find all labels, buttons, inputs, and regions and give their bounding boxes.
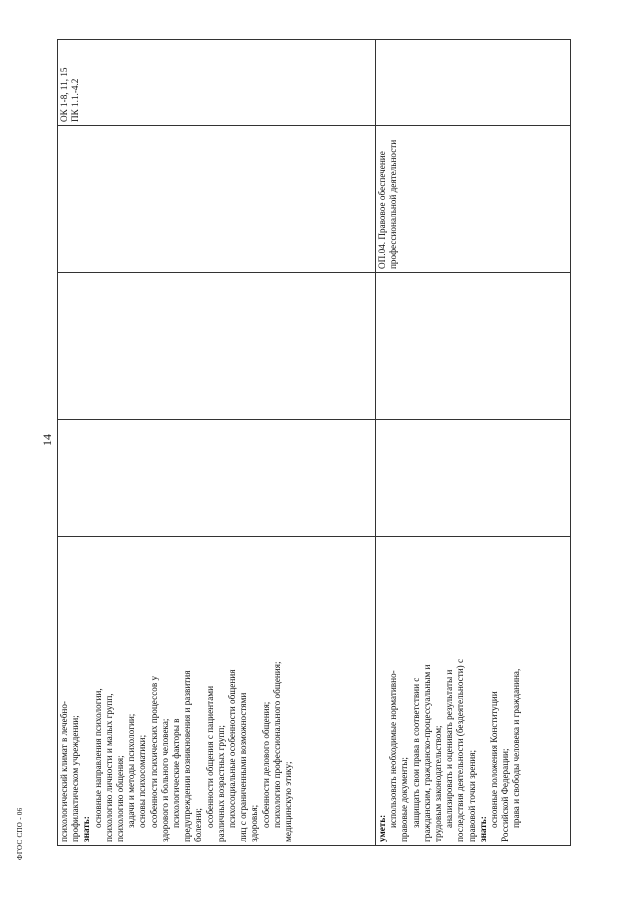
text-line: последствия деятельности (бездеятельности) с [455, 658, 466, 842]
text-line: задачи и методы психологии; [126, 713, 137, 828]
text-line: различных возрастных групп; [215, 725, 226, 842]
text-line: особенности общения с пациентами [204, 686, 215, 828]
text-line: лиц с ограниченными возможностями [238, 692, 249, 842]
text-line: защищать свои права в соответствии с [410, 677, 421, 828]
text-line: гражданским, гражданско-процессуальным и [421, 664, 432, 842]
text-line: основные положения Конституции [489, 691, 500, 828]
text-line: правовые документы; [399, 757, 410, 842]
text-line: психологический климат в лечебно- [59, 701, 69, 842]
knowledge-skills-cell [376, 537, 571, 846]
table-row [376, 40, 571, 846]
text-line: основы психосоматики; [137, 734, 148, 828]
text-line: анализировать и оценивать результаты и [444, 669, 455, 828]
discipline-cell: ОП.04. Правовое обеспечение профессиональной деятельности [376, 126, 571, 273]
curriculum-table [57, 39, 571, 846]
text-line: правовой точки зрения; [466, 750, 477, 842]
empty-cell [376, 420, 571, 537]
text-line: здоровья; [249, 804, 260, 842]
text-line: психологические факторы в [171, 718, 182, 828]
section-label-skills: уметь: [377, 814, 387, 842]
empty-cell [58, 273, 376, 420]
rotated-page-content [57, 40, 570, 846]
discipline-cell [58, 126, 376, 273]
empty-cell [376, 273, 571, 420]
text-line: предупреждении возникновения и развития [182, 670, 193, 842]
text-line: основные направления психологии, [92, 688, 103, 828]
text-line: трудовым законодательством; [433, 725, 444, 842]
text-line: болезни; [193, 808, 204, 842]
text-line: психологию профессионального общения; [271, 661, 282, 828]
competencies-cell [376, 40, 571, 126]
section-label-know: знать: [477, 816, 488, 842]
page-number: 14 [40, 434, 54, 446]
empty-cell [58, 420, 376, 537]
text-line: психосоциальные особенности общения [227, 669, 238, 828]
text-line: психологию личности и малых групп, [103, 693, 114, 842]
text-line: использовать необходимые нормативно- [388, 670, 399, 828]
text-line: особенности делового общения; [260, 701, 271, 828]
text-line: особенности психических процессов у [148, 675, 159, 828]
section-label-know: знать: [81, 816, 92, 842]
text-line: Российской Федерации; [500, 748, 511, 842]
text-line: профилактическом учреждении; [70, 715, 81, 842]
text-line: медицинскую этику; [283, 761, 294, 842]
competencies-cell: ОК 1-8, 11, 15 ПК 1.1.-4.2 [58, 40, 376, 126]
text-line: права и свободы человека и гражданина, [511, 668, 522, 828]
table-row [58, 40, 376, 846]
text-line: здорового и больного человека; [159, 718, 170, 842]
footer-standard-code: ФГОС СПО - 06 [16, 807, 24, 860]
text-line: психологию общения; [115, 755, 126, 842]
knowledge-skills-cell [58, 537, 376, 846]
